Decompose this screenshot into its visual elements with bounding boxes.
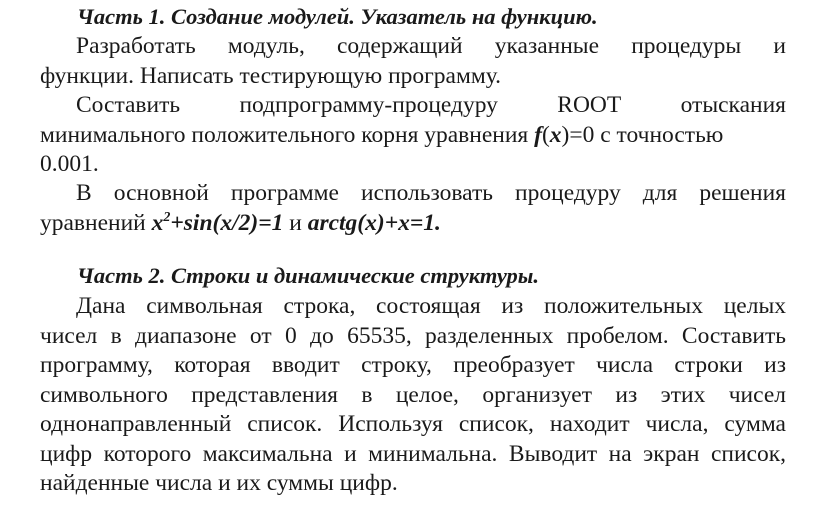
word: отыскания: [680, 92, 786, 118]
variable-symbol: x: [549, 121, 562, 148]
word: содержащий: [336, 33, 463, 59]
part1-paragraph-2: [40, 91, 786, 180]
part1-paragraph-1: [40, 32, 786, 91]
p4-line: однонаправленный список. Используя список, находит числа, сумма: [40, 411, 786, 437]
text: минимального положительного корня уравнения: [40, 121, 535, 148]
part2-paragraph: [40, 292, 786, 499]
p4-line: программу, которая вводит строку, преобразует числа строки из: [40, 352, 786, 378]
p2-line-1: [40, 91, 786, 121]
text: уравнений: [40, 209, 152, 236]
p3-line-2: [40, 209, 786, 239]
p4-line: цифр которого максимальна и минимальна. Выводит на экран список,: [40, 440, 786, 467]
word: указанные: [494, 33, 600, 59]
word: подпрограмму-процедуру: [239, 92, 498, 118]
text: и: [283, 209, 308, 236]
p4-line: Дана символьная строка, состоящая из положительных целых: [76, 293, 786, 319]
paren: (: [541, 121, 550, 148]
function-symbol: f: [534, 121, 542, 148]
word: Составить: [76, 92, 181, 118]
word: Разработать: [76, 33, 196, 59]
equation-1-rest: +sin(x/2)=1: [170, 209, 284, 236]
word: ROOT: [557, 92, 622, 118]
equation-1: x: [151, 209, 164, 236]
word: и: [773, 33, 786, 59]
p4-line: символьного представления в целое, организует из этих чисел: [40, 381, 786, 408]
text: =0 с точностью: [569, 121, 724, 148]
p2-line-3: 0.001.: [40, 151, 99, 177]
p1-line-2: функции. Написать тестирующую программу.: [40, 62, 502, 89]
equation-2: arctg(x)+x=1.: [307, 209, 441, 236]
word: модуль,: [227, 33, 305, 59]
p4-line: найденные числа и их суммы цифр.: [40, 470, 398, 496]
p3-line-1: В основной программе использовать процедуру для решения: [76, 180, 786, 206]
p1-line-1: [40, 32, 786, 62]
part1-paragraph-3: [40, 179, 786, 238]
word: процедуры: [631, 33, 742, 59]
paren: ): [561, 121, 570, 148]
part1-heading: Часть 1. Создание модулей. Указатель на функцию.: [77, 4, 598, 29]
superscript: 2: [163, 209, 171, 225]
p4-line: чисел в диапазоне от 0 до 65535, разделенных пробелом. Составить: [40, 322, 786, 349]
part2-heading: Часть 2. Строки и динамические структуры.: [77, 263, 539, 288]
p2-line-2: [40, 121, 786, 151]
